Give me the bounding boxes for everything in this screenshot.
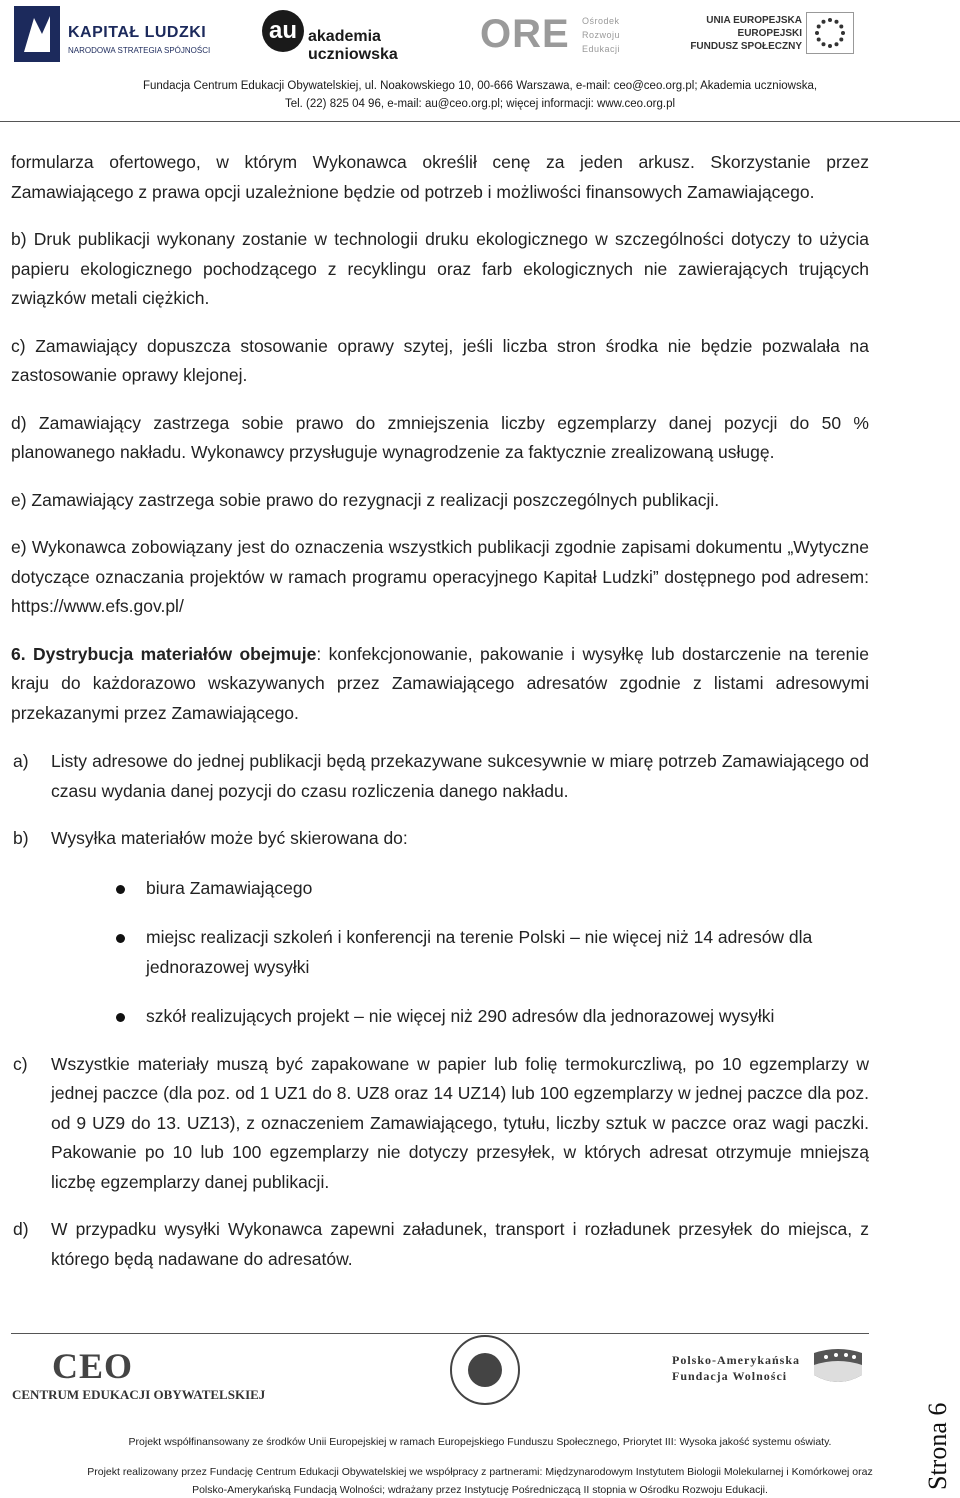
section-6-text: : konfekcjonowanie, pakowanie i wysyłkę lub dostarczenie na terenie kraju do każdorazowo wskazywanych przez Zamawiającego adresatów zgodnie z listami adresowymi przekazanymi przez Zamawiającego. <box>11 643 870 723</box>
eu-flag-icon <box>806 12 854 54</box>
paragraph-b: b) Druk publikacji wykonany zostanie w technologii druku ekologicznego w szczególności dotyczy to użycia papieru ekologicznego pochodzącego z recyklingu oraz farb ekologicznych nie zawierających trujących związków metali ciężkich. <box>11 229 869 308</box>
ore-mark: ORE <box>480 12 570 56</box>
page-number: Strona 6 <box>923 1402 952 1490</box>
ore-logo <box>480 12 650 60</box>
list-marker: c) <box>13 1053 28 1074</box>
eu-line3: FUNDUSZ SPOŁECZNY <box>690 41 802 52</box>
iimcb-seal-center <box>468 1353 502 1387</box>
list-marker: a) <box>13 751 29 771</box>
contact-line-1: Fundacja Centrum Edukacji Obywatelskiej, ul. Noakowskiego 10, 00-666 Warszawa, e-mail: ceo@ceo.org.pl; Akademia uczniowska, <box>142 80 818 92</box>
contact-line-2: Tel. (22) 825 04 96, e-mail: au@ceo.org.pl; więcej informacji: www.ceo.org.pl <box>284 98 676 110</box>
paragraph-e1: e) Zamawiający zastrzega sobie prawo do rezygnacji z realizacji poszczególnych publikacji. <box>11 489 720 510</box>
footer-note-1: Projekt współfinansowany ze środków Unii Europejskiej w ramach Europejskiego Funduszu Społecznego, Priorytet III: Wysoka jakość systemu oświaty. <box>128 1436 832 1448</box>
pafw-logo <box>672 1353 872 1393</box>
eu-text <box>690 14 802 53</box>
list-marker: d) <box>13 1219 29 1239</box>
list-item <box>11 1050 869 1198</box>
akademia-line2: uczniowska <box>308 46 398 63</box>
page-header <box>0 0 960 140</box>
bullet-text: szkół realizujących projekt – nie więcej niż 290 adresów dla jednorazowej wysyłki <box>146 1006 775 1026</box>
bullet-item <box>11 874 869 904</box>
list-marker: b) <box>13 828 29 848</box>
list-item-text: Wysyłka materiałów może być skierowana do: <box>51 828 408 848</box>
bullet-item <box>11 923 869 982</box>
kapital-ludzki-logo <box>14 6 214 66</box>
ceo-mark: CEO <box>52 1346 134 1386</box>
bullet-text: miejsc realizacji szkoleń i konferencji na terenie Polski – nie więcej niż 14 adresów dla jednorazowej wysyłki <box>146 927 813 977</box>
section-6-heading: 6. Dystrybucja materiałów obejmuje <box>11 643 317 664</box>
intro-paragraph: formularza ofertowego, w którym Wykonawca określił cenę za jeden arkusz. Skorzystanie przez Zamawiającego z prawa opcji uzależnione będzie od potrzeb i możliwości finansowych Zamawiającego. <box>11 152 869 202</box>
bullet-item <box>11 1002 869 1032</box>
pafw-line2: Fundacja Wolności <box>672 1369 788 1383</box>
bullet-text: biura Zamawiającego <box>146 877 313 898</box>
ceo-name: CENTRUM EDUKACJI OBYWATELSKIEJ <box>12 1387 266 1402</box>
ore-line3: Edukacji <box>582 44 621 54</box>
eu-logo <box>690 12 850 60</box>
bullet-icon <box>116 885 125 894</box>
header-divider <box>0 121 960 122</box>
list-item <box>11 824 869 854</box>
ore-line2: Rozwoju <box>582 30 621 40</box>
list-item-text: W przypadku wysyłki Wykonawca zapewni załadunek, transport i rozładunek przesyłek do miejsca, z którego będą nadawane do adresatów. <box>51 1219 869 1269</box>
kapital-ludzki-subtitle: NARODOWA STRATEGIA SPÓJNOŚCI <box>68 46 211 55</box>
list-item <box>11 1215 869 1274</box>
section-6-paragraph <box>11 640 869 729</box>
kapital-ludzki-title: KAPITAŁ LUDZKI <box>68 24 207 41</box>
document-body <box>11 148 869 1274</box>
bullet-icon <box>116 934 125 943</box>
pafw-line1: Polsko-Amerykańska <box>672 1353 801 1367</box>
paragraph-e2: e) Wykonawca zobowiązany jest do oznaczenia wszystkich publikacji zgodnie zapisami dokumentu „Wytyczne dotyczące oznaczania projektów w ramach programu operacyjnego Kapitał Ludzki” dostępnego pod adresem: https://www.efs.gov.pl/ <box>11 537 869 616</box>
pafw-flag-icon <box>812 1345 864 1389</box>
list-item-text: Listy adresowe do jednej publikacji będą przekazywane sukcesywnie w miarę potrzeb Zamawiającego od czasu wydania danej pozycji do czasu rozliczenia danego nakładu. <box>51 751 869 801</box>
ceo-logo <box>12 1345 266 1402</box>
au-mark: au <box>262 10 304 52</box>
bullet-icon <box>116 1013 125 1022</box>
ore-line1: Ośrodek <box>582 16 620 26</box>
akademia-line1: akademia <box>308 28 381 45</box>
akademia-uczniowska-logo <box>262 10 412 66</box>
paragraph-d: d) Zamawiający zastrzega sobie prawo do zmniejszenia liczby egzemplarzy danej pozycji do 50 % planowanego nakładu. Wykonawcy przysługuje wynagrodzenie za faktycznie zrealizowaną usługę. <box>11 412 869 462</box>
eu-line2: EUROPEJSKI <box>737 28 802 39</box>
eu-line1: UNIA EUROPEJSKA <box>706 15 802 26</box>
page-footer <box>0 1335 960 1498</box>
footer-note-3: Polsko-Amerykańską Fundacją Wolności; wdrażany przez Instytucję Pośredniczącą II stopnia w Ośrodku Rozwoju Edukacji. <box>192 1484 768 1496</box>
list-item-text: Wszystkie materiały muszą być zapakowane w papier lub folię termokurczliwą, po 10 egzemplarzy w jednej paczce (dla poz. od 1 UZ1 do 8. UZ8 oraz 14 UZ14) lub 100 egzemplarzy w jednej paczce dla poz. od 9 UZ9 do 13. UZ13), z oznaczeniem Zamawiającego, tytułu, liczby sztuk w paczce oraz wagi paczki. Pakowanie po 10 lub 100 egzemplarzy nie dotyczy przesyłek, w których adresat otrzymuje mniejszą liczbę egzemplarzy danej publikacji. <box>51 1053 869 1192</box>
footer-note-2: Projekt realizowany przez Fundację Centrum Edukacji Obywatelskiej we współpracy z partnerami: Międzynarodowym Instytutem Biologii Molekularnej i Komórkowej oraz <box>87 1466 873 1478</box>
paragraph-c: c) Zamawiający dopuszcza stosowanie oprawy szytej, jeśli liczba stron środka nie będzie pozwalała na zastosowanie oprawy klejonej. <box>11 335 869 385</box>
kapital-ludzki-emblem-icon <box>14 6 60 62</box>
iimcb-seal-icon <box>450 1335 520 1405</box>
footer-divider <box>11 1333 869 1334</box>
list-item <box>11 747 869 806</box>
